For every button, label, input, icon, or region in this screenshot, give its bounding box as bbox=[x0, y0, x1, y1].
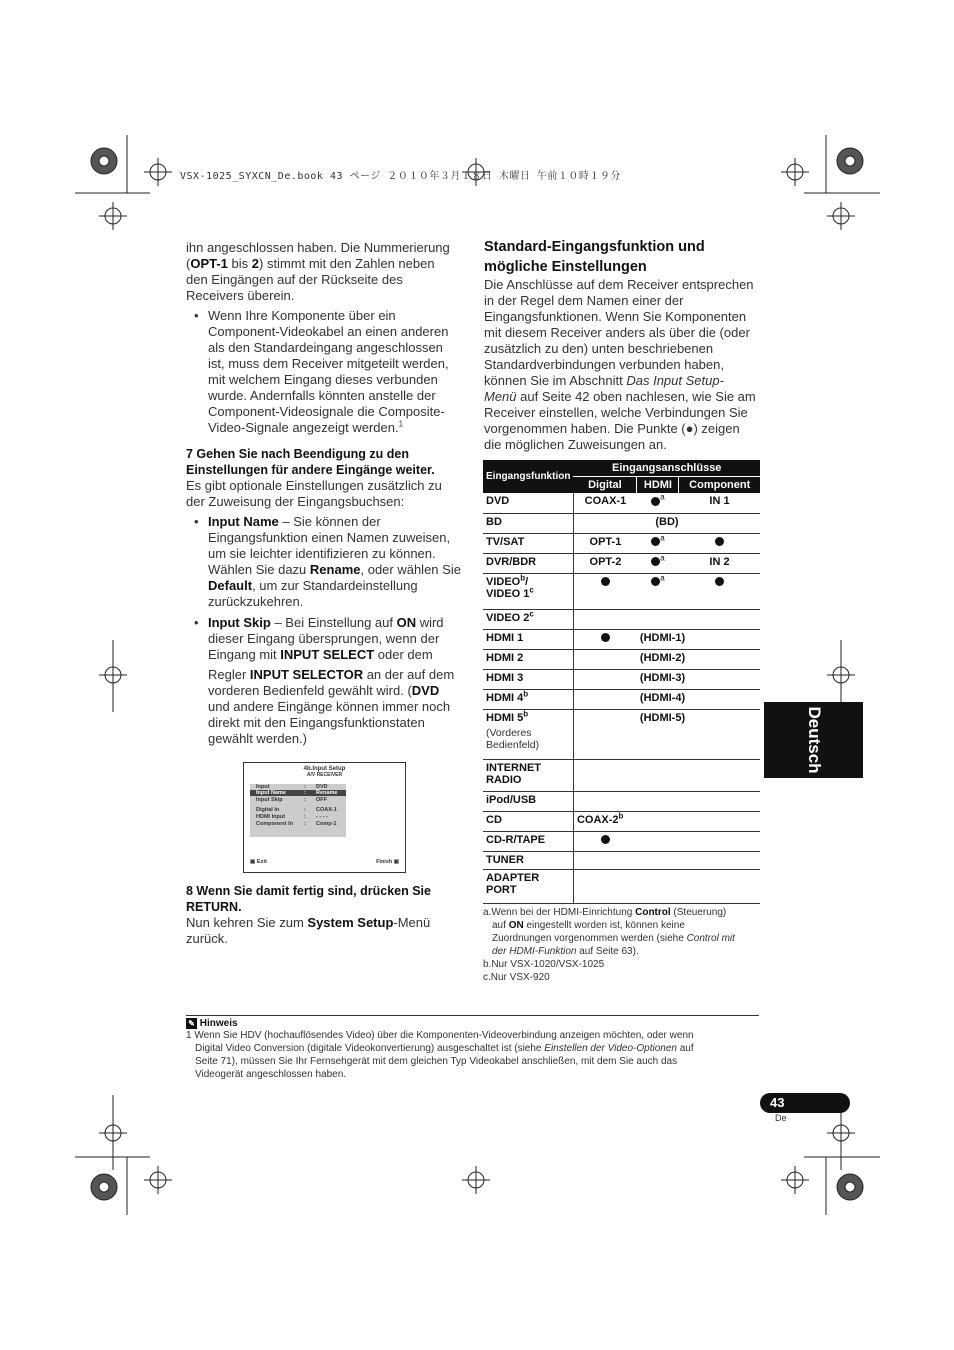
osd-row: Digital In : COAX-1 bbox=[256, 807, 337, 813]
table-footnotes: a.Wenn bei der HDMI-Einrichtung Control (Steuerung) auf ON eingestellt worden ist, können keine Zuordnungen vorgenommen werden (siehe Control mit der HDMI-Funktion auf Seite 63). b.Nur VSX-1020/VSX-1025 c.Nur VSX-920 bbox=[483, 906, 735, 983]
crop-circle-icon bbox=[91, 148, 117, 174]
intro-line: (OPT-1 bis 2) stimmt mit den Zahlen neben bbox=[186, 256, 435, 271]
step7-body: Es gibt optionale Einstellungen zusätzlich zu der Zuweisung der Eingangsbuchsen: bbox=[186, 478, 442, 509]
table-row: TV/SAT OPT-1 $^a$ bbox=[483, 533, 760, 553]
section-title: Standard-Eingangsfunktion und mögliche Einstellungen bbox=[484, 239, 705, 275]
table-row: DVD COAX-1 $^a$ IN 1 bbox=[483, 493, 760, 513]
table-row: HDMI 5$^b$ (Vorderes Bedienfeld) (HDMI-5) bbox=[483, 709, 760, 759]
note-section bbox=[186, 1015, 759, 1081]
col-header-hdmi: HDMI bbox=[637, 477, 679, 494]
osd-title: 4b.Input Setup bbox=[303, 766, 346, 772]
osd-row: Component In : Comp-1 bbox=[256, 821, 337, 827]
page-number-pill bbox=[760, 1093, 850, 1113]
bullet-input-skip: • Input Skip – Bei Einstellung auf ON wird dieser Eingang übersprungen, wenn der Eingang mit INPUT SELECT oder dem Regler INPUT SELECTOR an der auf dem vorderen Bedienfeld gewählt wird. (DVD und andere Eingänge können immer noch direkt mit den Eingangsfunktionstaten gewählt werden.) bbox=[194, 615, 455, 746]
crop-circle-icon bbox=[837, 148, 863, 174]
osd-exit: ▣ Exit bbox=[250, 859, 267, 865]
osd-row: Input : DVD bbox=[256, 784, 328, 790]
osd-screen bbox=[243, 762, 406, 873]
step8-title: 8 Wenn Sie damit fertig sind, drücken Sie RETURN. bbox=[186, 884, 431, 914]
note-icon: ✎ bbox=[186, 1018, 197, 1029]
language-tab: Deutsch bbox=[764, 702, 863, 778]
step8: 8 Wenn Sie damit fertig sind, drücken Sie RETURN. Nun kehren Sie zum System Setup-Menü zurück. bbox=[186, 883, 466, 947]
table-row: HDMI 2 (HDMI-2) bbox=[483, 649, 760, 669]
table-row: HDMI 3 (HDMI-3) bbox=[483, 669, 760, 689]
page-number: 43 bbox=[770, 1095, 785, 1110]
col-header-digital: Digital bbox=[573, 477, 636, 494]
table-row: CD COAX-2$^b$ bbox=[483, 811, 760, 831]
crop-circle-icon bbox=[837, 1174, 863, 1200]
table-row: DVR/BDR OPT-2 $^a$ IN 2 bbox=[483, 553, 760, 573]
page-lang: De bbox=[775, 1113, 787, 1123]
file-header: VSX-1025_SYXCN_De.book 43 ページ ２０１０年３月１８日 木曜日 午前１０時１９分 bbox=[180, 171, 621, 182]
table-row: iPod/USB bbox=[483, 791, 760, 811]
left-column bbox=[186, 240, 466, 747]
table-row: BD (BD) bbox=[483, 513, 760, 533]
table-row: HDMI 1 (HDMI-1) bbox=[483, 629, 760, 649]
intro-line: den Eingängen auf der Rückseite des bbox=[186, 272, 403, 287]
col-header-function: Eingangsfunktion bbox=[486, 471, 571, 482]
intro-line: Receivers überein. bbox=[186, 288, 295, 303]
osd-finish: Finish ▣ bbox=[376, 859, 399, 865]
table-row: VIDEO 2$^c$ bbox=[483, 609, 760, 629]
note-title: ✎ Hinweis bbox=[186, 1018, 759, 1029]
table-row: VIDEO$^b$/ VIDEO 1$^c$ $^a$ bbox=[483, 573, 760, 609]
col-header-group: Eingangsanschlüsse bbox=[573, 460, 760, 477]
table-row: CD-R/TAPE bbox=[483, 831, 760, 851]
right-column bbox=[484, 237, 764, 453]
input-table bbox=[483, 460, 760, 984]
osd-row: Input Skip : OFF bbox=[256, 797, 327, 803]
crop-circle-icon bbox=[91, 1174, 117, 1200]
osd-subtitle: A/V RECEIVER bbox=[306, 772, 343, 778]
step7-title: 7 Gehen Sie nach Beendigung zu den Einstellungen für andere Eingänge weiter. bbox=[186, 447, 435, 477]
bullet-component-video: • Wenn Ihre Komponente über ein Component-Videokabel an einen anderen als den Standardeingang angeschlossen ist, muss dem Receiver mitgeteilt werden, mit welchem Eingang dieses verbunden wurde. Andernfalls könnten anstelle der Component-Videosignale die Composite- Video-Signale angezeigt werden.$^1$ bbox=[194, 308, 449, 435]
note-body: 1 Wenn Sie HDV (hochauflösendes Video) über die Komponenten-Videoverbindung anzeigen möchten, oder wenn Digital Video Conversion (digitale Videokonvertierung) ausgeschaltet ist (siehe Einstellen der Video-Optionen auf Seite 71), müssen Sie Ihr Fernsehgerät mit dem gleichen Typ Videokabel anschließen, mit dem Sie auch das Videogerät angeschlossen haben. bbox=[186, 1030, 694, 1081]
table-row: ADAPTER PORT bbox=[483, 869, 760, 903]
osd-row: HDMI Input : - - - - bbox=[256, 814, 328, 820]
table-row: INTERNET RADIO bbox=[483, 759, 760, 791]
bullet-input-name: • Input Name – Sie können der Eingangsfunktion einen Namen zuweisen, um sie leichter identifizieren zu können. Wählen Sie dazu Rename, oder wählen Sie Default, um zur Standardeinstellung zurückzukehren. bbox=[194, 514, 461, 609]
osd-row-selected: Input Name : Rename bbox=[256, 790, 338, 796]
osd-menu bbox=[250, 784, 346, 837]
intro-line: ihn angeschlossen haben. Die Nummerierung bbox=[186, 240, 450, 255]
col-header-component: Component bbox=[689, 479, 751, 491]
table-row: HDMI 4$^b$ (HDMI-4) bbox=[483, 689, 760, 709]
table-row: TUNER bbox=[483, 851, 760, 869]
section-body: Die Anschlüsse auf dem Receiver entsprechen in der Regel dem Namen einer der Eingangsfunktionen. Wenn Sie Komponenten mit diesem Receiver anders als über die (oder zusätzlich zu den) unten beschriebenen Standardverbindungen verbunden haben, können Sie im Abschnitt Das Input Setup- Menü auf Seite 42 oben nachlesen, wie Sie am Receiver einstellen, welche Verbindungen Sie vorgenommen haben. Die Punkte (●) zeigen die möglichen Zuweisungen an. bbox=[484, 277, 756, 452]
